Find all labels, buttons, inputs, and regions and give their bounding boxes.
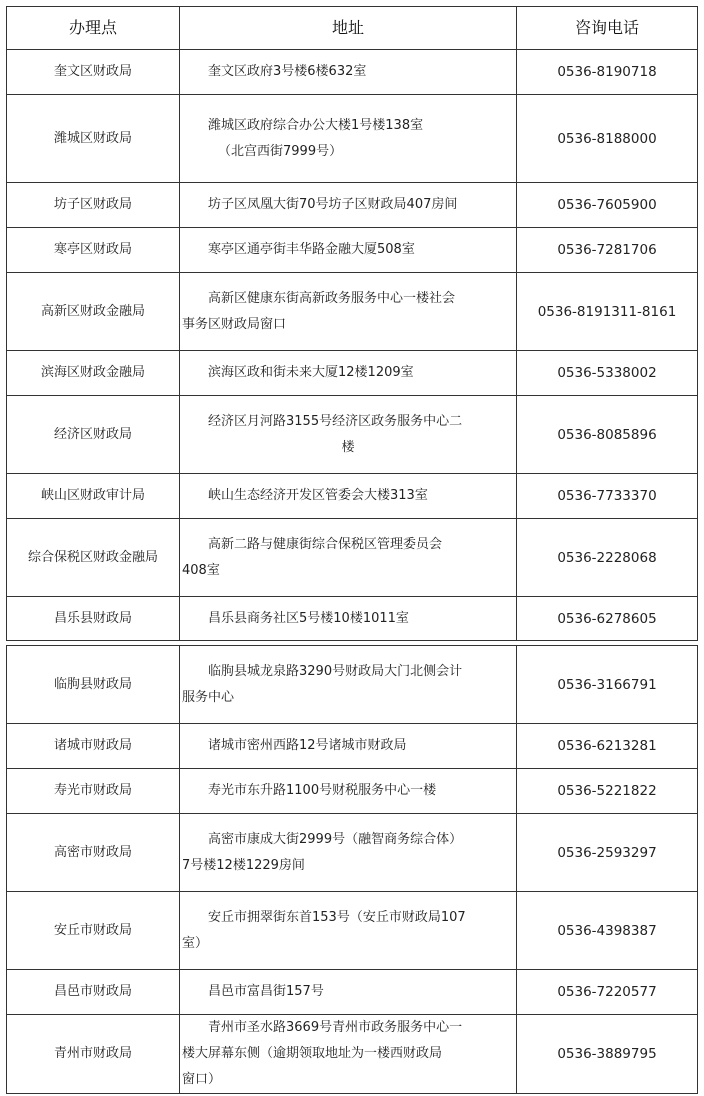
office-phone: 0536-8188000: [557, 130, 657, 147]
office-phone: 0536-8191311-8161: [537, 303, 677, 320]
office-name: 峡山区财政审计局: [7, 474, 180, 518]
table-row: [6, 95, 698, 183]
address-line: 滨海区政和街未来大厦12楼1209室: [208, 365, 414, 380]
table-row: [6, 396, 698, 474]
office-address: [180, 724, 517, 768]
office-name: 经济区财政局: [7, 396, 180, 473]
office-name: 昌乐县财政局: [7, 597, 180, 640]
office-name: 高密市财政局: [7, 814, 180, 891]
office-address: [180, 769, 517, 813]
table-row: [6, 351, 698, 396]
address-line: 经济区月河路3155号经济区政务服务中心二: [208, 413, 463, 429]
address-line: 楼大屏幕东侧（逾期领取地址为一楼西财政局: [182, 1046, 443, 1061]
office-phone: 0536-7220577: [557, 984, 657, 1000]
office-name: 昌邑市财政局: [7, 970, 180, 1014]
office-address: [180, 474, 517, 518]
office-phone: 0536-7281706: [557, 242, 657, 258]
office-phone: 0536-2593297: [557, 844, 657, 861]
table-row: [6, 519, 698, 597]
address-line: 408室: [182, 562, 220, 578]
office-address: [180, 892, 517, 969]
table-row: [6, 970, 698, 1015]
office-name: 青州市财政局: [7, 1015, 180, 1093]
table-row: [6, 228, 698, 273]
address-line: 高新二路与健康街综合保税区管理委员会: [208, 536, 443, 552]
office-phone: 0536-5338002: [557, 365, 657, 381]
office-address: [180, 273, 517, 350]
office-phone: 0536-3166791: [557, 676, 657, 693]
office-name: 高新区财政金融局: [7, 273, 180, 350]
table-row: [6, 183, 698, 228]
table-row: [6, 724, 698, 769]
office-phone: 0536-8190718: [557, 64, 657, 80]
table-body: [6, 50, 698, 1094]
office-name: 临朐县财政局: [7, 646, 180, 723]
header-address: 地址: [180, 7, 517, 49]
office-name: 安丘市财政局: [7, 892, 180, 969]
table-row: [6, 273, 698, 351]
office-phone: 0536-7733370: [557, 488, 657, 504]
office-address: [180, 1015, 517, 1093]
office-phone: 0536-5221822: [557, 783, 657, 799]
office-address: [180, 228, 517, 272]
office-name: 奎文区财政局: [7, 50, 180, 94]
office-address: [180, 95, 517, 182]
office-table: [6, 6, 698, 1094]
address-line: 诸城市密州西路12号诸城市财政局: [208, 738, 407, 753]
address-line: 昌邑市富昌街157号: [208, 984, 324, 999]
table-row: [6, 892, 698, 970]
address-line: 事务区财政局窗口: [182, 316, 287, 332]
address-line: 窗口）: [182, 1072, 222, 1087]
address-line: 奎文区政府3号楼6楼632室: [208, 64, 367, 79]
address-line: （北宫西街7999号）: [218, 143, 343, 159]
address-line: 青州市圣水路3669号青州市政务服务中心一: [208, 1020, 463, 1035]
office-name: 寒亭区财政局: [7, 228, 180, 272]
address-line: 高新区健康东街高新政务服务中心一楼社会: [208, 290, 456, 306]
office-name: 诸城市财政局: [7, 724, 180, 768]
office-address: [180, 814, 517, 891]
address-line: 峡山生态经济开发区管委会大楼313室: [208, 488, 428, 503]
table-header-row: [6, 6, 698, 50]
office-address: [180, 970, 517, 1014]
office-address: [180, 396, 517, 473]
office-name: 潍城区财政局: [7, 95, 180, 182]
address-line: 楼: [341, 439, 355, 455]
office-name: 滨海区财政金融局: [7, 351, 180, 395]
office-name: 坊子区财政局: [7, 183, 180, 227]
office-name: 综合保税区财政金融局: [7, 519, 180, 596]
office-phone: 0536-2228068: [557, 549, 657, 566]
address-line: 安丘市拥翠街东首153号（安丘市财政局107: [208, 909, 466, 925]
address-line: 潍城区政府综合办公大楼1号楼138室: [208, 117, 424, 133]
table-row: [6, 597, 698, 641]
office-phone: 0536-8085896: [557, 426, 657, 443]
table-row: [6, 474, 698, 519]
table-row: [6, 814, 698, 892]
header-phone: 咨询电话: [574, 18, 639, 37]
table-row: [6, 769, 698, 814]
table-row: [6, 1015, 698, 1094]
table-row: [6, 646, 698, 724]
address-line: 服务中心: [182, 689, 235, 705]
office-phone: 0536-3889795: [557, 1046, 657, 1062]
office-address: [180, 50, 517, 94]
office-name: 寿光市财政局: [7, 769, 180, 813]
office-address: [180, 597, 517, 640]
office-address: [180, 183, 517, 227]
office-phone: 0536-6278605: [557, 610, 657, 627]
office-phone: 0536-7605900: [557, 197, 657, 213]
header-office: 办理点: [7, 7, 180, 49]
office-phone: 0536-4398387: [557, 922, 657, 939]
address-line: 寒亭区通亭街丰华路金融大厦508室: [208, 242, 415, 257]
office-address: [180, 351, 517, 395]
office-address: [180, 519, 517, 596]
address-line: 临朐县城龙泉路3290号财政局大门北侧会计: [208, 663, 463, 679]
table-row: [6, 50, 698, 95]
office-phone: 0536-6213281: [557, 738, 657, 754]
address-line: 室）: [182, 935, 209, 951]
address-line: 坊子区凤凰大街70号坊子区财政局407房间: [208, 197, 458, 212]
address-line: 7号楼12楼1229房间: [182, 857, 305, 873]
address-line: 昌乐县商务社区5号楼10楼1011室: [208, 610, 409, 626]
address-line: 高密市康成大街2999号（融智商务综合体）: [208, 831, 463, 847]
address-line: 寿光市东升路1100号财税服务中心一楼: [208, 783, 437, 798]
office-address: [180, 646, 517, 723]
